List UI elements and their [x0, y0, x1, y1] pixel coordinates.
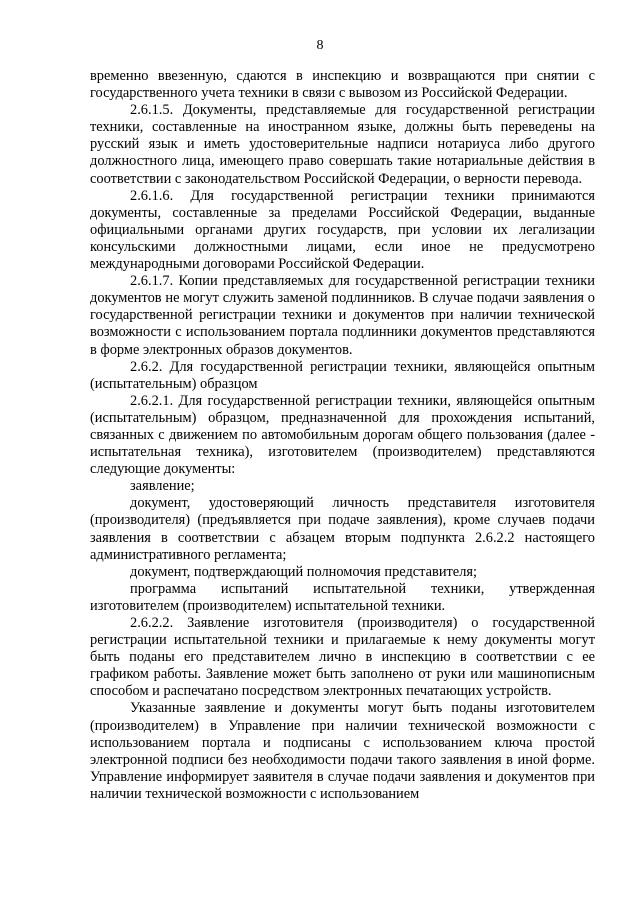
paragraph: 2.6.1.7. Копии представляемых для государственной регистрации техники документов не могут служить заменой подлинников. В случае подачи заявления о государственной регистрации техники и документов при наличии технической возможности с использованием портала подлинники документов представляются в форме электронных образов документов.	[90, 273, 595, 358]
paragraph: 2.6.2.1. Для государственной регистрации техники, являющейся опытным (испытательным) образцом, предназначенной для прохождения испытаний, связанных с движением по автомобильным дорогам общего пользования (далее - испытательная техника), изготовителем (производителем) представляются следующие документы:	[90, 392, 595, 478]
paragraph: 2.6.2. Для государственной регистрации техники, являющейся опытным (испытательным) образцом	[90, 358, 595, 392]
paragraph: Указанные заявление и документы могут быть поданы изготовителем (производителем) в Управление при наличии технической возможности с использованием портала и подписаны с использованием ключа простой электронной подписи без необходимости подачи такого заявления в иной форме. Управление информирует заявителя в случае подачи заявления и документов при наличии технической возможности с использованием	[90, 700, 595, 802]
paragraph: документ, подтверждающий полномочия представителя;	[130, 563, 477, 580]
paragraph: 2.6.2.2. Заявление изготовителя (производителя) о государственной регистрации испытательной техники и прилагаемые к нему документы могут быть поданы его представителем лично в инспекцию в соответствии с ее графиком работы. Заявление может быть заполнено от руки или машинописным способом и распечатано посредством электронных печатающих устройств.	[90, 615, 595, 700]
document-body	[90, 68, 595, 803]
paragraph: 2.6.1.6. Для государственной регистрации техники принимаются документы, составленные за пределами Российской Федерации, выданные официальными органами других государств, при условии их легализации консульскими должностными лицами, если иное не предусмотрено международными договорами Российской Федерации.	[90, 187, 595, 273]
page-number: 8	[316, 38, 324, 53]
paragraph: заявление;	[130, 478, 195, 495]
paragraph: программа испытаний испытательной техники, утвержденная изготовителем (производителем) испытательной техники.	[90, 580, 595, 614]
paragraph: 2.6.1.5. Документы, представляемые для государственной регистрации техники, составленные на иностранном языке, должны быть переведены на русский язык и иметь удостоверительные надписи нотариуса либо другого должностного лица, имеющего право совершать такие нотариальные действия в соответствии с законодательством Российской Федерации, о верности перевода.	[90, 102, 595, 187]
paragraph: документ, удостоверяющий личность представителя изготовителя (производителя) (предъявляется при подаче заявления), кроме случаев подачи заявления в соответствии с абзацем вторым подпункта 2.6.2.2 настоящего административного регламента;	[90, 495, 595, 563]
paragraph: временно ввезенную, сдаются в инспекцию и возвращаются при снятии с государственного учета техники в связи с вывозом из Российской Федерации.	[90, 68, 595, 102]
